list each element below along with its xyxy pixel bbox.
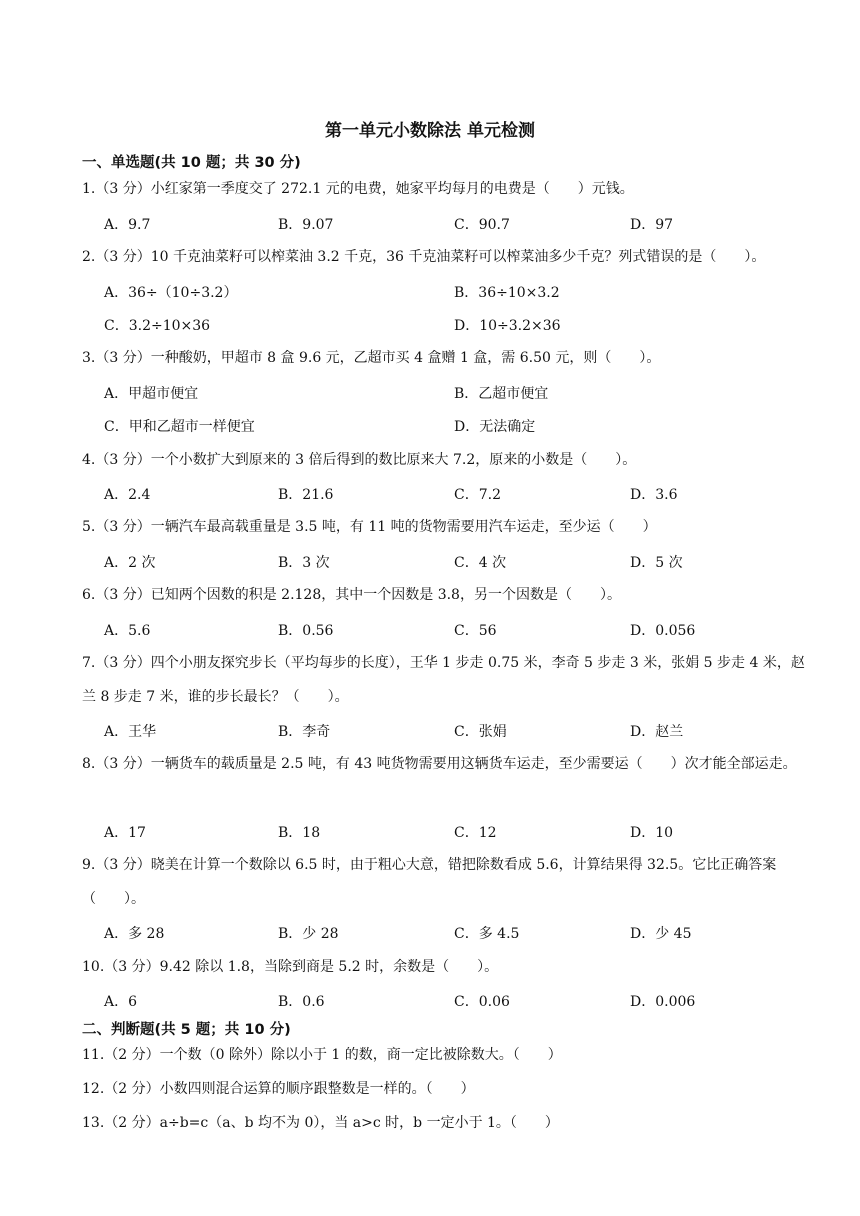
question-3-options-row-1 — [104, 383, 824, 403]
question-1-options — [104, 214, 824, 234]
option-d: D．无法确定 — [454, 419, 536, 435]
option-c: C．4 次 — [454, 555, 507, 571]
question-4: 4.（3 分）一个小数扩大到原来的 3 倍后得到的数比原来大 7.2，原来的小数是（ ）。 — [82, 452, 637, 468]
question-9-options — [104, 923, 824, 943]
section-heading-single-choice: 一、单选题(共 10 题；共 30 分) — [82, 155, 301, 171]
question-11: 11.（2 分）一个数（0 除外）除以小于 1 的数，商一定比被除数大。（ ） — [82, 1047, 562, 1063]
option-a: A．甲超市便宜 — [104, 386, 199, 402]
option-b: B．少 28 — [278, 926, 339, 942]
question-8: 8.（3 分）一辆货车的载质量是 2.5 吨，有 43 吨货物需要用这辆货车运走，至少需要运（ ）次才能全部运走。 — [82, 756, 797, 772]
section-heading-true-false: 二、判断题(共 5 题；共 10 分) — [82, 1022, 291, 1038]
option-b: B．36÷10×3.2 — [454, 285, 560, 301]
option-a: A．36÷（10÷3.2） — [104, 285, 238, 301]
question-3: 3.（3 分）一种酸奶，甲超市 8 盒 9.6 元，乙超市买 4 盒赠 1 盒，需 6.50 元，则（ ）。 — [82, 350, 661, 366]
option-a: A．6 — [104, 994, 138, 1010]
option-a: A．多 28 — [104, 926, 165, 942]
option-b: B．0.56 — [278, 623, 334, 639]
option-d: D．10÷3.2×36 — [454, 318, 561, 334]
option-d: D．5 次 — [630, 555, 683, 571]
option-d: D．97 — [630, 217, 674, 233]
option-c: C．56 — [454, 623, 497, 639]
option-d: D．赵兰 — [630, 724, 684, 740]
question-2: 2.（3 分）10 千克油菜籽可以榨菜油 3.2 千克，36 千克油菜籽可以榨菜油多少千克？列式错误的是（ ）。 — [82, 249, 766, 265]
option-c: C．12 — [454, 825, 497, 841]
option-c: C．甲和乙超市一样便宜 — [104, 419, 255, 435]
option-d: D．0.056 — [630, 623, 696, 639]
question-5-options — [104, 552, 824, 572]
option-b: B．乙超市便宜 — [454, 386, 549, 402]
question-13: 13.（2 分）a÷b=c（a、b 均不为 0），当 a>c 时，b 一定小于 1。（ ） — [82, 1115, 559, 1131]
question-10-options — [104, 991, 824, 1011]
page-title: 第一单元小数除法 单元检测 — [325, 121, 535, 141]
question-7: 7.（3 分）四个小朋友探究步长（平均每步的长度），王华 1 步走 0.75 米，李奇 5 步走 3 米，张娟 5 步走 4 米，赵兰 8 步走 7 米，谁的步长最长？（ ）。 — [82, 655, 805, 705]
option-c: C．90.7 — [454, 217, 510, 233]
option-d: D．3.6 — [630, 487, 678, 503]
option-b: B．9.07 — [278, 217, 334, 233]
question-6: 6.（3 分）已知两个因数的积是 2.128，其中一个因数是 3.8，另一个因数是（ ）。 — [82, 587, 621, 603]
option-b: B．3 次 — [278, 555, 330, 571]
option-b: B．李奇 — [278, 724, 331, 740]
question-6-options — [104, 620, 824, 640]
option-c: C．张娟 — [454, 724, 507, 740]
question-4-options — [104, 484, 824, 504]
option-c: C．多 4.5 — [454, 926, 520, 942]
question-3-options-row-2 — [104, 416, 824, 436]
question-12: 12.（2 分）小数四则混合运算的顺序跟整数是一样的。（ ） — [82, 1081, 475, 1097]
option-c: C．7.2 — [454, 487, 501, 503]
question-9: 9.（3 分）晓美在计算一个数除以 6.5 时，由于粗心大意，错把除数看成 5.6，计算结果得 32.5。它比正确答案（ ）。 — [82, 857, 777, 907]
option-a: A．2 次 — [104, 555, 156, 571]
option-a: A．17 — [104, 825, 146, 841]
option-a: A．2.4 — [104, 487, 151, 503]
option-d: D．10 — [630, 825, 674, 841]
option-d: D．0.006 — [630, 994, 696, 1010]
question-8-options — [104, 822, 824, 842]
question-10: 10.（3 分）9.42 除以 1.8，当除到商是 5.2 时，余数是（ ）。 — [82, 959, 499, 975]
question-5: 5.（3 分）一辆汽车最高载重量是 3.5 吨，有 11 吨的货物需要用汽车运走，至少运（ ） — [82, 519, 657, 535]
option-b: B．18 — [278, 825, 321, 841]
option-c: C．3.2÷10×36 — [104, 318, 211, 334]
question-1: 1.（3 分）小红家第一季度交了 272.1 元的电费，她家平均每月的电费是（ ）元钱。 — [82, 181, 634, 197]
question-7-options — [104, 721, 824, 741]
option-c: C．0.06 — [454, 994, 510, 1010]
question-2-options-row-2 — [104, 315, 824, 335]
option-b: B．0.6 — [278, 994, 325, 1010]
option-b: B．21.6 — [278, 487, 334, 503]
option-d: D．少 45 — [630, 926, 692, 942]
option-a: A．王华 — [104, 724, 157, 740]
option-a: A．9.7 — [104, 217, 151, 233]
option-a: A．5.6 — [104, 623, 151, 639]
question-2-options-row-1 — [104, 282, 824, 302]
